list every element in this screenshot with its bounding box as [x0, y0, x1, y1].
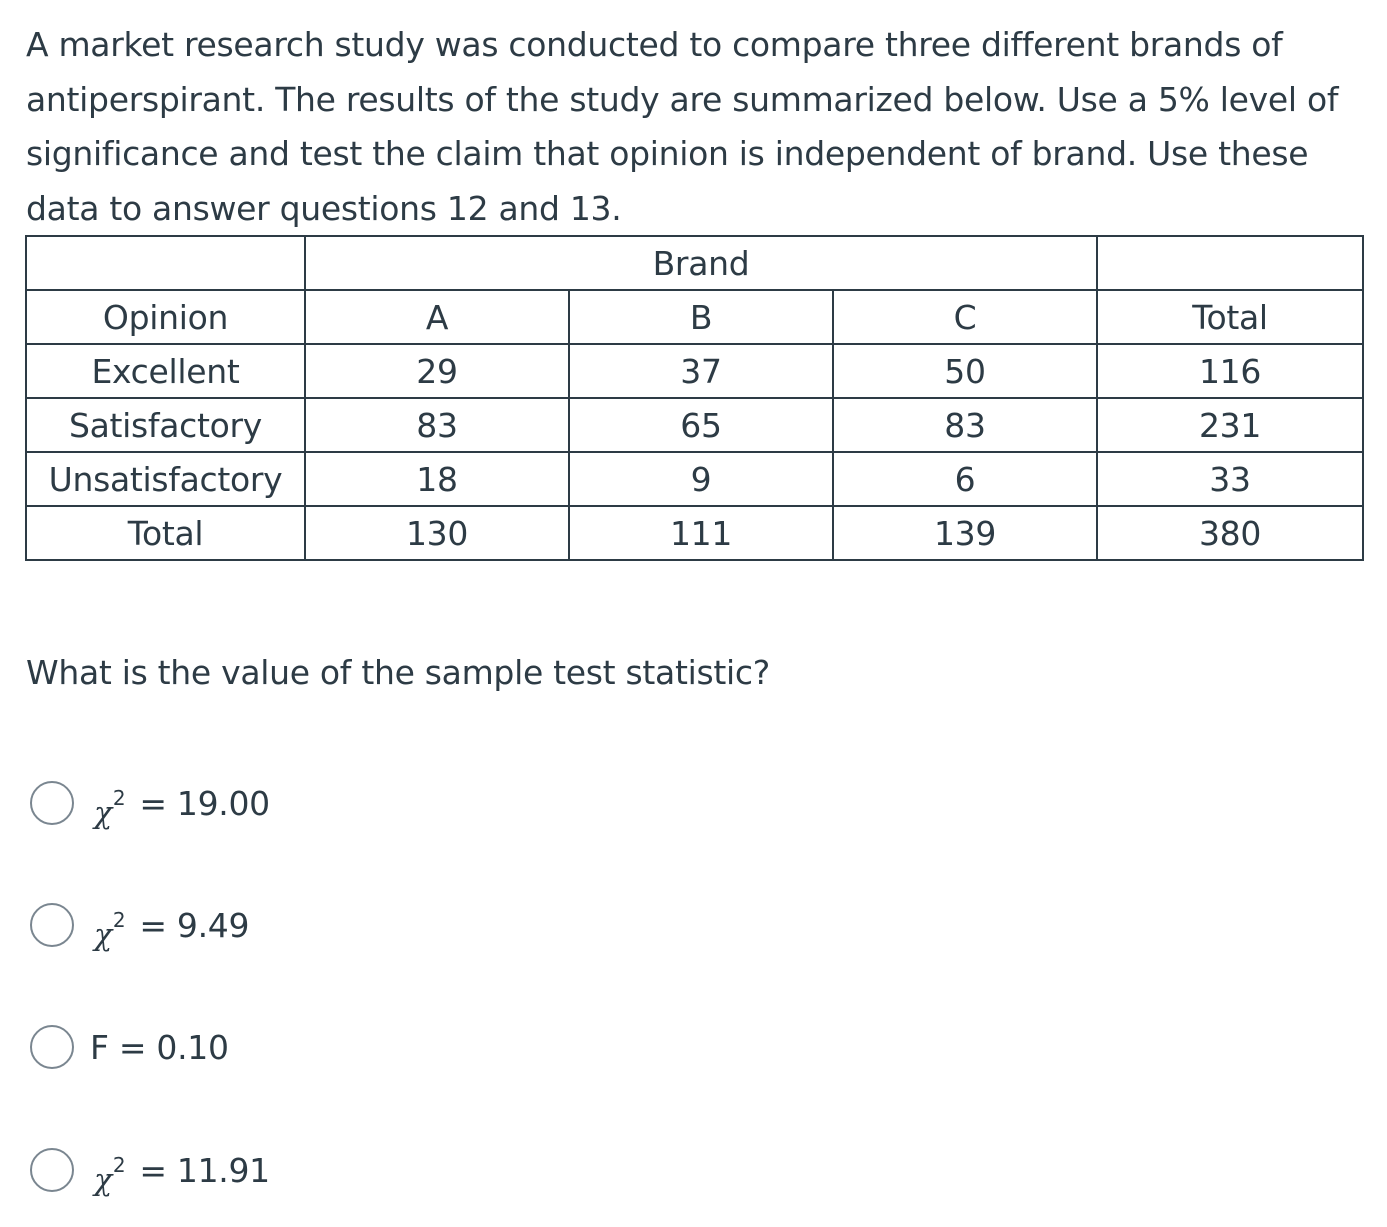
table-cell: 9	[569, 452, 833, 506]
answer-option-label	[90, 1028, 229, 1067]
table-corner-cell-right	[1097, 236, 1363, 290]
answer-option-2[interactable]	[30, 899, 249, 951]
question-text: What is the value of the sample test statistic?	[26, 653, 770, 692]
table-cell: Unsatisfactory	[26, 452, 305, 506]
contingency-table	[25, 235, 1364, 561]
header-cell: A	[305, 290, 569, 344]
table-cell: 29	[305, 344, 569, 398]
chi-symbol: χ	[94, 917, 112, 953]
header-cell: B	[569, 290, 833, 344]
answer-value: = 19.00	[139, 783, 270, 823]
table-cell: 18	[305, 452, 569, 506]
table-cell: 116	[1097, 344, 1363, 398]
radio-button[interactable]	[30, 1148, 74, 1192]
table-cell: 65	[569, 398, 833, 452]
table-row	[26, 398, 1363, 452]
table-cell: Satisfactory	[26, 398, 305, 452]
header-cell: Total	[1097, 290, 1363, 344]
answer-option-1[interactable]	[30, 777, 270, 829]
header-cell: C	[833, 290, 1097, 344]
table-group-header-row	[26, 236, 1363, 290]
radio-button[interactable]	[30, 903, 74, 947]
table-cell: 83	[305, 398, 569, 452]
answer-value: F = 0.10	[90, 1027, 229, 1067]
table-cell: 231	[1097, 398, 1363, 452]
superscript: 2	[112, 907, 126, 932]
table-cell: Excellent	[26, 344, 305, 398]
radio-button[interactable]	[30, 781, 74, 825]
brand-group-header: Brand	[305, 236, 1097, 290]
table-row	[26, 452, 1363, 506]
table-cell: 130	[305, 506, 569, 560]
chi-symbol: χ	[94, 1162, 112, 1198]
table-cell: 111	[569, 506, 833, 560]
answer-option-label	[88, 905, 250, 953]
answer-value: = 9.49	[139, 905, 250, 945]
table-cell: 50	[833, 344, 1097, 398]
table-row	[26, 506, 1363, 560]
header-cell: Opinion	[26, 290, 305, 344]
table-row	[26, 344, 1363, 398]
table-cell: 37	[569, 344, 833, 398]
answer-value: = 11.91	[139, 1150, 270, 1190]
superscript: 2	[112, 1152, 126, 1177]
table-cell: 380	[1097, 506, 1363, 560]
superscript: 2	[112, 785, 126, 810]
table-cell: 6	[833, 452, 1097, 506]
table-header-row	[26, 290, 1363, 344]
table-cell: 33	[1097, 452, 1363, 506]
table-cell: Total	[26, 506, 305, 560]
answer-option-4[interactable]	[30, 1144, 270, 1196]
table-corner-cell	[26, 236, 305, 290]
question-prompt: A market research study was conducted to compare three different brands of antiperspirant. The results of the study are summarized below. Use a 5% level of significance and test the claim that opinion is independent of brand. Use these data to answer questions 12 and 13.	[26, 25, 1339, 228]
table-cell: 139	[833, 506, 1097, 560]
table-cell: 83	[833, 398, 1097, 452]
answer-option-label	[88, 1150, 270, 1198]
answer-option-3[interactable]	[30, 1021, 229, 1073]
answer-option-label	[88, 783, 270, 831]
radio-button[interactable]	[30, 1025, 74, 1069]
chi-symbol: χ	[94, 795, 112, 831]
